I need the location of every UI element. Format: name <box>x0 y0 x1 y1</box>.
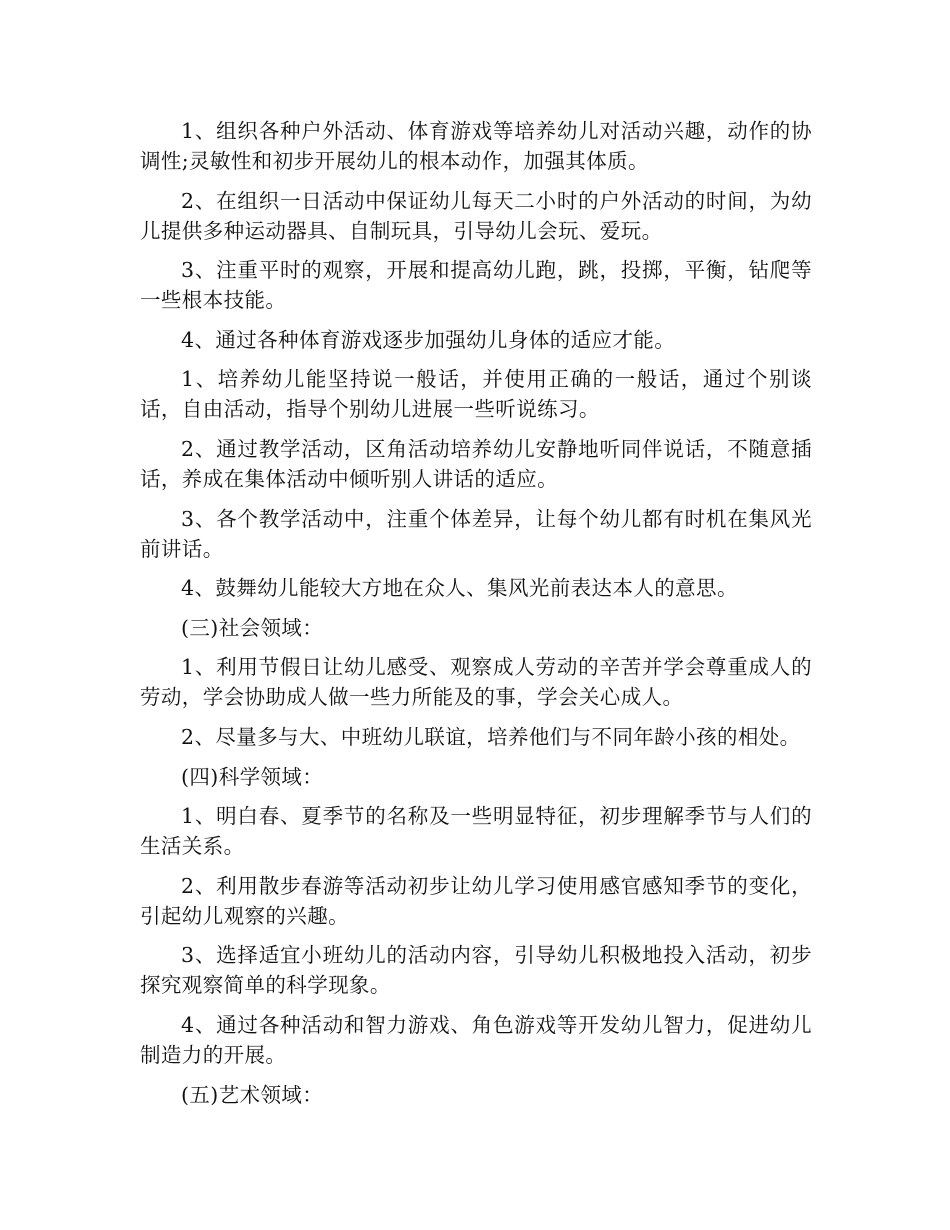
section-heading: (三)社会领域： <box>181 615 324 640</box>
paragraph: 3、选择适宜小班幼儿的活动内容，引导幼儿积极地投入活动，初步探究观察简单的科学现象。 <box>140 943 812 998</box>
paragraph: 1、组织各种户外活动、体育游戏等培养幼儿对活动兴趣，动作的协调性;灵敏性和初步开展幼儿的根本动作，加强其体质。 <box>140 119 812 173</box>
paragraph: 3、各个教学活动中，注重个体差异，让每个幼儿都有时机在集风光前讲话。 <box>140 506 812 561</box>
paragraph: 4、鼓舞幼儿能较大方地在众人、集风光前表达本人的意思。 <box>181 576 738 601</box>
paragraph: 2、在组织一日活动中保证幼儿每天二小时的户外活动的时间，为幼儿提供多种运动器具、自制玩具，引导幼儿会玩、爱玩。 <box>140 188 812 243</box>
paragraph: 1、培养幼儿能坚持说一般话，并使用正确的一般话，通过个别谈话，自由活动，指导个别幼儿进展一些听说练习。 <box>140 367 812 422</box>
paragraph: 4、通过各种活动和智力游戏、角色游戏等开发幼儿智力，促进幼儿制造力的开展。 <box>140 1012 812 1067</box>
section-heading: (四)科学领域： <box>181 764 324 789</box>
section-heading: (五)艺术领域： <box>181 1082 324 1107</box>
paragraph: 2、尽量多与大、中班幼儿联谊，培养他们与不同年龄小孩的相处。 <box>181 724 801 749</box>
paragraph: 1、明白春、夏季节的名称及一些明显特征，初步理解季节与人们的生活关系。 <box>140 804 812 859</box>
paragraph: 3、注重平时的观察，开展和提高幼儿跑，跳，投掷，平衡，钻爬等一些根本技能。 <box>140 258 812 313</box>
paragraph: 4、通过各种体育游戏逐步加强幼儿身体的适应才能。 <box>181 327 676 352</box>
paragraph: 2、通过教学活动，区角活动培养幼儿安静地听同伴说话，不随意插话，养成在集体活动中倾听别人讲话的适应。 <box>140 436 812 491</box>
paragraph: 1、利用节假日让幼儿感受、观察成人劳动的辛苦并学会尊重成人的劳动，学会协助成人做一些力所能及的事，学会关心成人。 <box>140 655 812 710</box>
document-body <box>140 116 812 1119</box>
paragraph: 2、利用散步春游等活动初步让幼儿学习使用感官感知季节的变化，引起幼儿观察的兴趣。 <box>140 873 812 928</box>
